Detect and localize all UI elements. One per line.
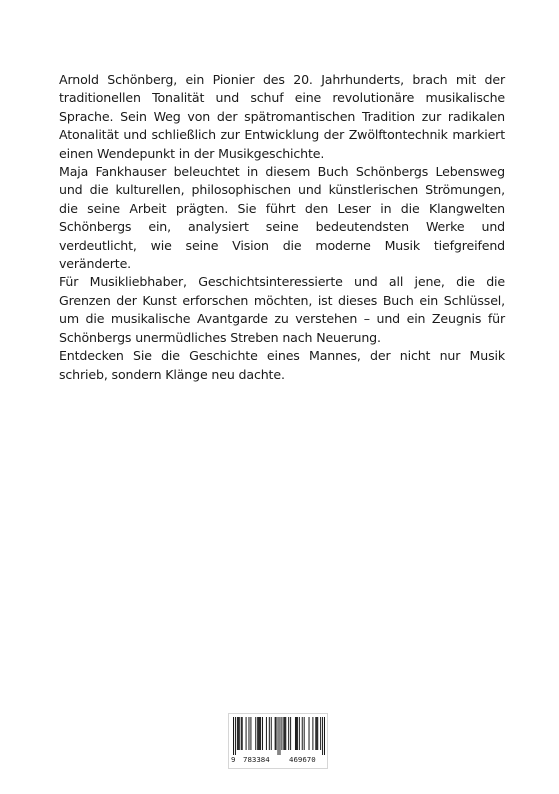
barcode-bar [239, 717, 240, 750]
barcode-bar [285, 717, 286, 750]
barcode-bar [304, 717, 305, 750]
barcode-guard-bar [233, 717, 234, 755]
barcode-bar [246, 717, 247, 750]
barcode-bar [317, 717, 318, 750]
barcode-guard-bar [324, 717, 325, 755]
barcode-bar [288, 717, 289, 750]
barcode-bar [238, 717, 239, 750]
barcode-guard-bar [279, 717, 280, 755]
barcode-bar [315, 717, 316, 750]
isbn-left-group: 783384 [243, 755, 270, 764]
blurb-paragraph-1: Arnold Schönberg, ein Pionier des 20. Jahrhunderts, brach mit der traditionellen Tonalität und schuf eine revolutionäre musikalische Sprache. Sein Weg von der spätromantischen Tradition zur radikalen Atonalität und schließlich zur Entwicklung der Zwölftontechnik markiert einen Wendepunkt in der Musikgeschichte. [59, 72, 505, 161]
barcode-bar [242, 717, 243, 750]
barcode-bar [276, 717, 277, 750]
isbn-prefix-digit: 9 [231, 755, 236, 764]
barcode-bar [241, 717, 242, 750]
barcode-bar [266, 717, 267, 750]
barcode-bar [302, 717, 303, 750]
barcode-bar [312, 717, 313, 750]
barcode-bar [259, 717, 260, 750]
back-cover-blurb [59, 71, 505, 384]
barcode-bar [262, 717, 263, 750]
barcode-bar [299, 717, 300, 750]
barcode-bar [281, 717, 282, 750]
barcode-bar [297, 717, 298, 750]
barcode-bar [271, 717, 272, 750]
blurb-paragraph-3: Für Musikliebhaber, Geschichtsinteressierte und all jene, die die Grenzen der Kunst erforschen möchten, ist dieses Buch ein Schlüssel, um die musikalische Avantgarde zu verstehen – und ein Zeugnis für Schönbergs unermüdliches Streben nach Neuerung. [59, 274, 505, 345]
barcode-bar [248, 717, 249, 750]
barcode-bar [258, 717, 259, 750]
barcode-bar [237, 717, 238, 750]
barcode-bars [233, 717, 325, 755]
barcode-bar [316, 717, 317, 750]
barcode-bar [260, 717, 261, 750]
barcode-guard-bar [278, 717, 279, 755]
barcode-bar [269, 717, 270, 750]
blurb-paragraph-4: Entdecken Sie die Geschichte eines Mannes, der nicht nur Musik schrieb, sondern Klänge neu dachte. [59, 348, 505, 382]
barcode-bar [309, 717, 310, 750]
isbn-right-group: 469670 [289, 755, 316, 764]
barcode-bar [290, 717, 291, 750]
barcode-guard-bar [235, 717, 236, 755]
blurb-paragraph-2: Maja Fankhauser beleuchtet in diesem Buch Schönbergs Lebensweg und die kulturellen, philosophischen und künstlerischen Strömungen, die seine Arbeit prägten. Sie führt den Leser in die Klangwelten Schönbergs ein, analysiert seine bedeutendsten Werke und verdeutlicht, wie seine Vision die moderne Musik tiefgreifend veränderte. [59, 164, 505, 272]
barcode-bar [295, 717, 296, 750]
barcode-bar [275, 717, 276, 750]
barcode-bar [284, 717, 285, 750]
barcode-bar [255, 717, 256, 750]
barcode-bar [250, 717, 251, 750]
barcode-bar [257, 717, 258, 750]
isbn-barcode [228, 713, 328, 769]
barcode-bar [320, 717, 321, 750]
barcode-bar [296, 717, 297, 750]
barcode-bar [283, 717, 284, 750]
barcode-guard-bar [322, 717, 323, 755]
